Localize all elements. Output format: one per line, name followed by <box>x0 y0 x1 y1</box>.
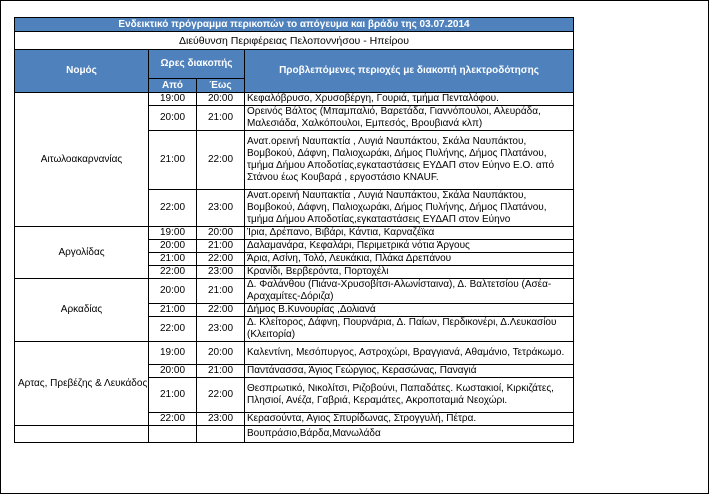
from-time-cell: 19:00 <box>149 227 197 240</box>
areas-cell: Ανατ.ορεινή Ναυπακτία , Λυγιά Ναυπάκτου, Σκάλα Ναυπάκτου, Βομβοκού, Δάφνη, Παλιοχωράκι, Δήμος Πυλήνης, Δήμος Πλατάνου, τμήμα Δήμου Αποδοτίας,εγκαταστάσεις ΕΥΔΑΠ στον Εύηνο Ε.Ο. από Στάνου έως Κουβαρά , εργοστάσιο KNAUF. <box>245 131 574 190</box>
to-time-cell: 22:00 <box>197 378 245 413</box>
areas-cell: Παντάνασσα, Άγιος Γεώργιος, Κερασώνας, Παναγιά <box>245 365 574 378</box>
to-time-cell: 21:00 <box>197 240 245 253</box>
nomos-cell <box>15 426 149 443</box>
to-time-cell: 23:00 <box>197 190 245 227</box>
to-time-cell: 21:00 <box>197 106 245 131</box>
areas-cell: Δαλαμανάρα, Κεφαλάρι, Περιμετρικά νότια Άργους <box>245 240 574 253</box>
to-time-cell: 20:00 <box>197 342 245 365</box>
areas-cell: Ίρια, Δρέπανο, Βιβάρι, Κάντια, Καρναζέϊκα <box>245 227 574 240</box>
nomos-cell: Αρτας, Πρεβέζης & Λευκάδος <box>15 342 149 426</box>
to-time-cell: 23:00 <box>197 413 245 426</box>
to-time-cell: 22:00 <box>197 131 245 190</box>
from-time-cell: 20:00 <box>149 279 197 304</box>
areas-cell: Κερασούντα, Αγιος Σπυρίδωνας, Στρογγυλή, Πέτρα. <box>245 413 574 426</box>
schedule-sheet <box>14 17 573 443</box>
nomos-cell: Αρκαδίας <box>15 279 149 342</box>
nomos-column-header: Νομός <box>15 50 149 93</box>
areas-column-header: Προβλεπόμενες περιοχές με διακοπή ηλεκτροδότησης <box>245 50 574 93</box>
outage-table <box>14 17 574 443</box>
from-time-cell: 21:00 <box>149 131 197 190</box>
from-time-cell: 19:00 <box>149 93 197 106</box>
table-row <box>15 342 574 365</box>
from-time-cell: 20:00 <box>149 365 197 378</box>
from-time-cell: 22:00 <box>149 413 197 426</box>
nomos-cell: Αργολίδας <box>15 227 149 279</box>
table-row <box>15 93 574 106</box>
areas-cell: Δήμος Β.Κυνουρίας ,Δολιανά <box>245 304 574 317</box>
to-time-cell: 23:00 <box>197 317 245 342</box>
to-time-cell: 22:00 <box>197 304 245 317</box>
from-time-cell <box>149 426 197 443</box>
from-time-cell: 21:00 <box>149 253 197 266</box>
from-time-cell: 22:00 <box>149 266 197 279</box>
to-time-cell: 21:00 <box>197 365 245 378</box>
areas-cell: Θεσπρωτικό, Νικολίτσι, Ριζοβούνι, Παπαδάτες. Κωστακιοί, Κιρκιζάτες, Πλησιοί, Ανέζα, Γαβριά, Κεραμάτες, Ακροποταμιά Νεοχώρι. <box>245 378 574 413</box>
table-row <box>15 279 574 304</box>
to-time-cell <box>197 426 245 443</box>
areas-cell: Βουπράσιο,Βάρδα,Μανωλάδα <box>245 426 574 443</box>
to-time-cell: 22:00 <box>197 253 245 266</box>
from-time-cell: 22:00 <box>149 190 197 227</box>
table-title: Ενδεικτικό πρόγραμμα περικοπών το απόγευμα και βράδυ της 03.07.2014 <box>15 18 574 32</box>
to-column-header: Έως <box>197 79 245 93</box>
areas-cell: Ανατ.ορεινή Ναυπακτία , Λυγιά Ναυπάκτου, Σκάλα Ναυπάκτου, Βομβοκού, Δάφνη, Παλιοχωράκι, Δήμος Πυλήνης, Δήμος Πλατάνου, τμήμα Δήμου Αποδοτίας,εγκαταστάσεις ΕΥΔΑΠ στον Εύηνο <box>245 190 574 227</box>
areas-cell: Καλεντίνη, Μεσόπυργος, Αστροχώρι, Βραγγιανά, Αθαμάνιο, Τετράκωμο. <box>245 342 574 365</box>
to-time-cell: 23:00 <box>197 266 245 279</box>
areas-cell: Ορεινός Βάλτος (Μπαμπαλιό, Βαρετάδα, Γιαννόπουλοι, Αλευράδα, Μαλεσιάδα, Χαλκόπουλοι, Εμπεσός, Βρουβιανά κλπ) <box>245 106 574 131</box>
hours-column-header: Ωρες διακοπής <box>149 50 245 79</box>
title-row <box>15 18 574 32</box>
areas-cell: Κρανίδι, Βερβερόντα, Πορτοχέλι <box>245 266 574 279</box>
from-time-cell: 21:00 <box>149 304 197 317</box>
column-header-row <box>15 50 574 79</box>
to-time-cell: 21:00 <box>197 279 245 304</box>
areas-cell: Δ. Κλείτορος, Δάφνη, Πουρνάρια, Δ. Παίων, Περδικονέρι, Δ.Λευκασίου (Κλειτορία) <box>245 317 574 342</box>
from-time-cell: 21:00 <box>149 378 197 413</box>
from-time-cell: 19:00 <box>149 342 197 365</box>
table-subtitle: Διεύθυνση Περιφέρειας Πελοποννήσου - Ηπείρου <box>15 32 574 50</box>
from-column-header: Από <box>149 79 197 93</box>
from-time-cell: 20:00 <box>149 106 197 131</box>
to-time-cell: 20:00 <box>197 227 245 240</box>
subtitle-row <box>15 32 574 50</box>
from-time-cell: 22:00 <box>149 317 197 342</box>
table-row <box>15 426 574 443</box>
areas-cell: Άρια, Ασίνη, Τολό, Λευκάκια, Πλάκα Δρεπάνου <box>245 253 574 266</box>
to-time-cell: 20:00 <box>197 93 245 106</box>
areas-cell: Δ. Φαλάνθου (Πιάνα-Χρυσοβίτσι-Αλωνίσταινα), Δ. Βαλτετσίου (Ασέα-Αραχαμίτες-Δόριζα) <box>245 279 574 304</box>
nomos-cell: Αιτωλοακαρνανίας <box>15 93 149 227</box>
areas-cell: Κεφαλόβρυσο, Χρυσοβέργη, Γουριά, τμήμα Πενταλόφου. <box>245 93 574 106</box>
table-row <box>15 227 574 240</box>
from-time-cell: 20:00 <box>149 240 197 253</box>
